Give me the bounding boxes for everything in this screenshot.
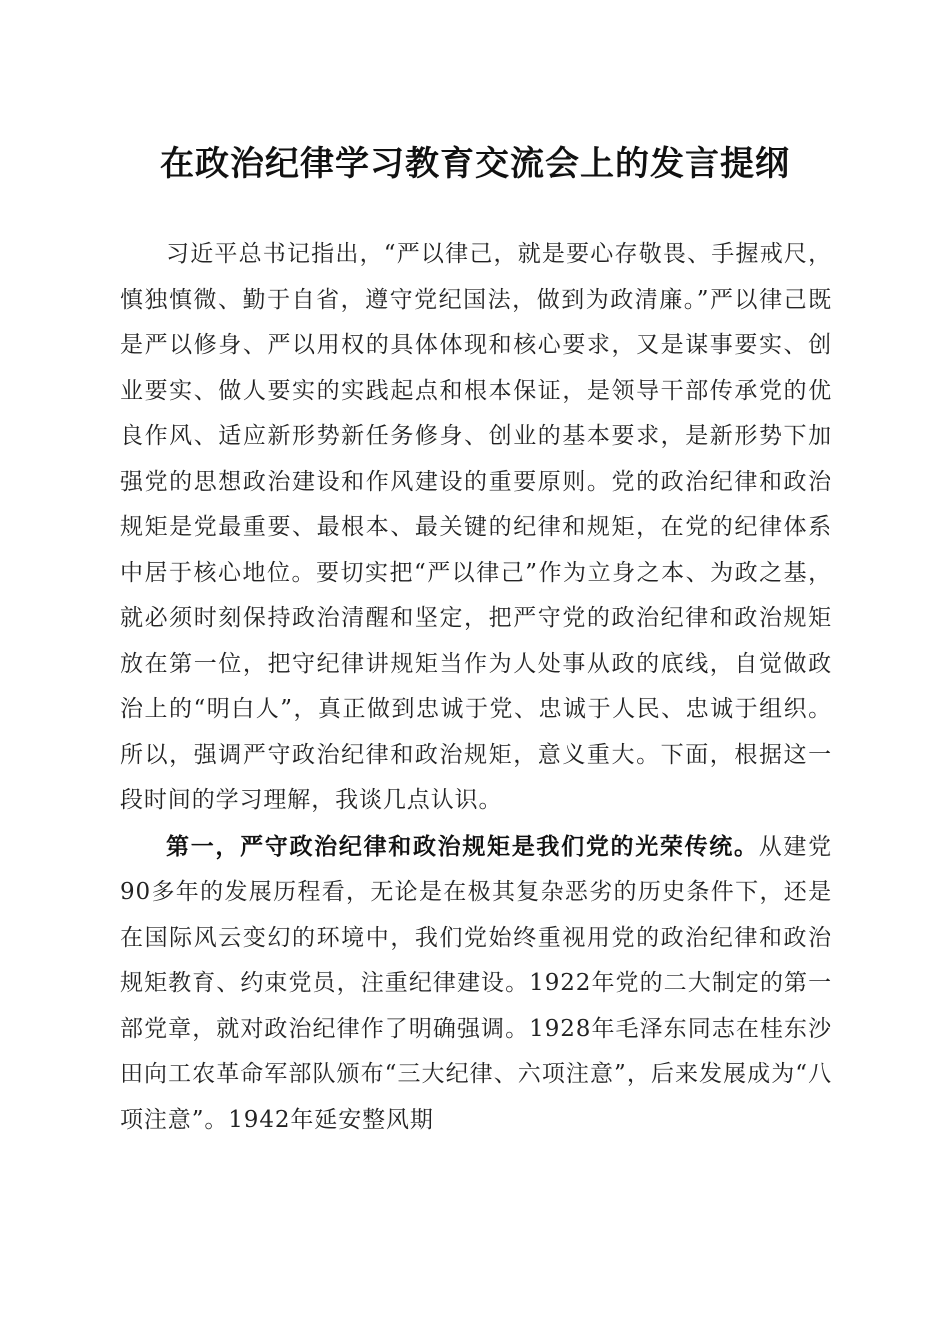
document-title: 在政治纪律学习教育交流会上的发言提纲 — [160, 144, 790, 184]
paragraph-lead-sentence: 第一，严守政治纪律和政治规矩是我们党的光荣传统。 — [166, 832, 759, 860]
paragraph-first-point — [120, 824, 832, 1144]
document-body — [120, 232, 832, 1143]
paragraph-body-text: 从建党90多年的发展历程看，无论是在极其复杂恶劣的历史条件下，还是在国际风云变幻的环境中，我们党始终重视用党的政治纪律和政治规矩教育、约束党员，注重纪律建设。1922年党的二大制定的第一部党章，就对政治纪律作了明确强调。1928年毛泽东同志在桂东沙田向工农革命军部队颁布“三大纪律、六项注意”，后来发展成为“八项注意”。1942年延安整风期 — [120, 833, 832, 1133]
paragraph-intro: 习近平总书记指出，“严以律己，就是要心存敬畏、手握戒尺，慎独慎微、勤于自省，遵守党纪国法，做到为政清廉。”严以律己既是严以修身、严以用权的具体体现和核心要求，又是谋事要实、创业要实、做人要实的实践起点和根本保证，是领导干部传承党的优良作风、适应新形势新任务修身、创业的基本要求，是新形势下加强党的思想政治建设和作风建设的重要原则。党的政治纪律和政治规矩是党最重要、最根本、最关键的纪律和规矩，在党的纪律体系中居于核心地位。要切实把“严以律己”作为立身之本、为政之基，就必须时刻保持政治清醒和坚定，把严守党的政治纪律和政治规矩放在第一位，把守纪律讲规矩当作为人处事从政的底线，自觉做政治上的“明白人”，真正做到忠诚于党、忠诚于人民、忠诚于组织。所以，强调严守政治纪律和政治规矩，意义重大。下面，根据这一段时间的学习理解，我谈几点认识。 — [120, 241, 832, 813]
